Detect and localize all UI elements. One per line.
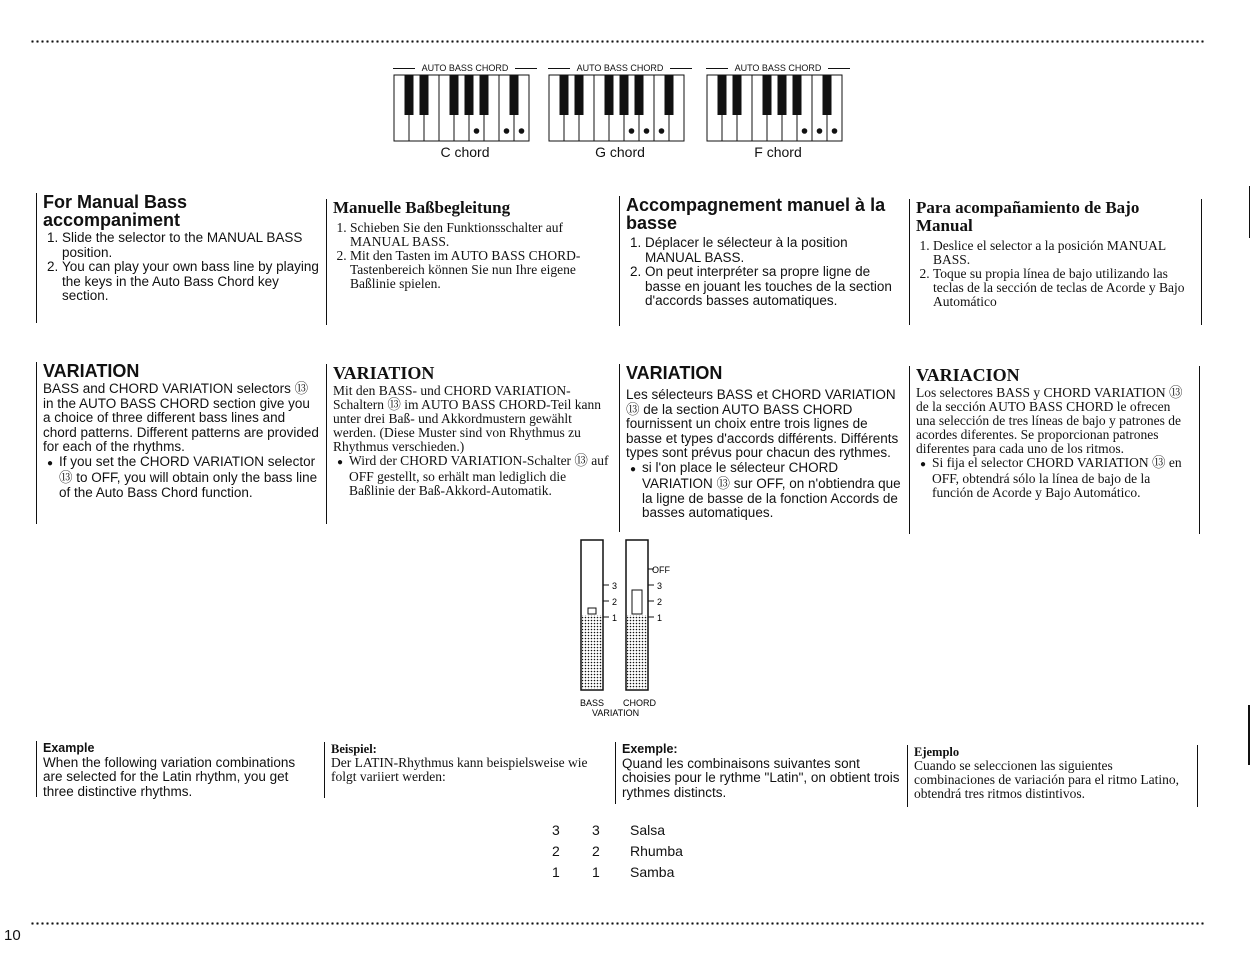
black-key: [420, 75, 429, 115]
variation-selector-switches: [578, 538, 678, 723]
steps-list: [43, 231, 320, 304]
black-key: [480, 75, 489, 115]
chord-off-label: OFF: [652, 565, 670, 575]
variation-label: VARIATION: [592, 708, 640, 718]
example-title: Example: [43, 741, 95, 755]
keyboard-chord-name: F chord: [754, 144, 802, 160]
variation-note: ● Si fija el selector CHORD VARIATION ⑬ en OFF, obtendrá sólo la línea de bajo de la función de Acorde y Bajo Automático.: [916, 456, 1193, 500]
chord-note-dot: [659, 128, 665, 134]
keyboard-top-label: AUTO BASS CHORD: [393, 62, 537, 74]
step-item: 2. Toque su propia línea de bajo utilizando las teclas de la sección de teclas de Acorde y Bajo Automático: [933, 267, 1195, 309]
bass-position-1-label: 1: [612, 613, 618, 623]
combo-chord-value: 3: [592, 822, 600, 838]
keyboard-keys: [393, 74, 537, 142]
variation-title: VARIATION: [333, 363, 435, 383]
black-key: [620, 75, 629, 115]
bass-label: BASS: [580, 698, 605, 708]
example-body: Quand les combinaisons suivantes sont choisies pour le rythme "Latin", on obtient trois rythmes distincts.: [622, 755, 900, 800]
black-key: [635, 75, 644, 115]
margin-bracket-bottom: [1244, 705, 1250, 765]
variation-title: VARIATION: [626, 363, 723, 383]
black-key: [405, 75, 414, 115]
keyboard-keys: [706, 74, 850, 142]
variation-body: Les sélecteurs BASS et CHORD VARIATION ⑬ de la section AUTO BASS CHORD fournissent un choix entre trois lignes de basse et types d'accords différents. Différents types sont prévus pour chacun des rythmes.: [626, 387, 899, 460]
french-variation-section: [619, 364, 907, 532]
keyboard-diagram-c: [393, 62, 537, 160]
step-item: 1. Schieben Sie den Funktionsschalter auf MANUAL BASS.: [350, 221, 612, 249]
combo-rhythm-name: Salsa: [630, 822, 666, 838]
combo-row: [552, 822, 666, 838]
top-dotted-rule: [30, 40, 1205, 43]
variation-note: ● si l'on place le sélecteur CHORD VARIATION ⑬ sur OFF, on n'obtiendra que la ligne de basse de la fonction Accords de basses automatiques.: [626, 461, 907, 521]
english-manual-bass-section: [36, 193, 320, 323]
example-body: When the following variation combinations are selected for the Latin rhythm, you get three distinctive rhythms.: [43, 754, 296, 799]
keyboard-chord-name: G chord: [595, 144, 645, 160]
example-body: Cuando se seleccionen las siguientes combinaciones de variación para el ritmo Latino, obtendrá tres ritmos distintivos.: [914, 758, 1180, 801]
german-example-section: [324, 742, 594, 798]
english-variation-section: [36, 362, 320, 524]
section-title: Para acompañamiento de Bajo Manual: [916, 198, 1140, 235]
black-key: [793, 75, 802, 115]
section-title: Accompagnement manuel à la basse: [626, 195, 886, 233]
bottom-dotted-rule: [30, 922, 1205, 925]
step-item: 1. Déplacer le sélecteur à la position MANUAL BASS.: [645, 236, 903, 265]
chord-position-1-label: 1: [657, 613, 663, 623]
bass-position-2-label: 2: [612, 597, 618, 607]
spanish-variation-section: [909, 366, 1200, 534]
bass-variation-switch: [581, 540, 617, 690]
chord-note-dot: [817, 128, 823, 134]
step-item: 2. You can play your own bass line by playing the keys in the Auto Bass Chord key section.: [62, 260, 320, 304]
combo-rhythm-name: Samba: [630, 864, 675, 880]
example-title: Exemple:: [622, 742, 678, 756]
combo-rhythm-name: Rhumba: [630, 843, 683, 859]
example-title: Ejemplo: [914, 745, 960, 759]
french-example-section: [615, 742, 901, 804]
keyboard-top-label: AUTO BASS CHORD: [706, 62, 850, 74]
black-key: [575, 75, 584, 115]
section-title: For Manual Bass accompaniment: [43, 192, 188, 230]
french-manual-bass-section: [619, 196, 903, 326]
step-item: 2. Mit den Tasten im AUTO BASS CHORD-Tastenbereich können Sie nun Ihre eigene Baßlinie spielen.: [350, 249, 612, 291]
variation-selector-diagram: [578, 538, 678, 723]
keyboard-keys: [548, 74, 692, 142]
steps-list: [626, 236, 903, 309]
chord-note-dot: [504, 128, 510, 134]
variation-body: BASS and CHORD VARIATION selectors ⑬ in the AUTO BASS CHORD section give you a choice of three different bass lines and chord patterns. Different patterns are provided for each of the rhythms.: [43, 381, 319, 454]
combo-bass-value: 3: [552, 822, 560, 838]
step-item: 1. Deslice el selector a la posición MANUAL BASS.: [933, 239, 1195, 267]
black-key: [763, 75, 772, 115]
combo-bass-value: 2: [552, 843, 560, 859]
combo-row: [552, 864, 675, 880]
margin-bracket-top: [1245, 186, 1250, 238]
chord-variation-switch: [626, 540, 670, 690]
chord-note-dot: [474, 128, 480, 134]
step-item: 2. On peut interpréter sa propre ligne de basse en jouant les touches de la section d'accords basses automatiques.: [645, 265, 903, 309]
combo-chord-value: 2: [592, 843, 600, 859]
keyboard-chord-name: C chord: [440, 144, 490, 160]
english-example-section: [36, 741, 306, 797]
chord-position-3-label: 3: [657, 581, 663, 591]
variation-note: ● Wird der CHORD VARIATION-Schalter ⑬ auf OFF gestellt, so erhält man lediglich die Baßlinie der Baß-Akkord-Automatik.: [333, 454, 610, 498]
chord-label: CHORD: [623, 698, 656, 708]
black-key: [510, 75, 519, 115]
keyboard-diagram-f: [706, 62, 850, 160]
example-body: Der LATIN-Rhythmus kann beispielsweise wie folgt variiert werden:: [331, 755, 588, 784]
chord-note-dot: [644, 128, 650, 134]
steps-list: [333, 221, 612, 291]
black-key: [605, 75, 614, 115]
chord-position-2-label: 2: [657, 597, 663, 607]
steps-list: [916, 239, 1195, 309]
chord-note-dot: [519, 128, 525, 134]
black-key: [718, 75, 727, 115]
chord-note-dot: [832, 128, 838, 134]
spanish-manual-bass-section: [909, 199, 1202, 325]
black-key: [560, 75, 569, 115]
black-key: [665, 75, 674, 115]
step-item: 1. Slide the selector to the MANUAL BASS position.: [62, 231, 320, 260]
black-key: [778, 75, 787, 115]
combo-row: [552, 843, 683, 859]
spanish-example-section: [907, 745, 1198, 807]
example-title: Beispiel:: [331, 742, 377, 756]
german-manual-bass-section: [326, 199, 612, 325]
chord-note-dot: [629, 128, 635, 134]
page-number: 10: [4, 927, 21, 944]
black-key: [465, 75, 474, 115]
keyboard-top-label: AUTO BASS CHORD: [548, 62, 692, 74]
chord-note-dot: [802, 128, 808, 134]
bass-position-3-label: 3: [612, 581, 618, 591]
german-variation-section: [326, 364, 610, 524]
black-key: [733, 75, 742, 115]
variation-note: ● If you set the CHORD VARIATION selector ⑬ to OFF, you will obtain only the bass line of the Auto Bass Chord function.: [43, 455, 320, 501]
black-key: [823, 75, 832, 115]
variation-body: Los selectores BASS y CHORD VARIATION ⑬ de la sección AUTO BASS CHORD le ofrecen una selección de tres líneas de bajo y patrones de acordes diferentes. Se proporcionan patrones diferentes para cada uno de los ritmos.: [916, 385, 1183, 456]
variation-body: Mit den BASS- und CHORD VARIATION-Schaltern ⑬ im AUTO BASS CHORD-Teil kann unter drei Baß- und Akkordmustern gewählt werden. (Diese Muster sind von Rhythmus zu Rhythmus verschieden.): [333, 383, 602, 454]
keyboard-diagram-g: [548, 62, 692, 160]
variation-title: VARIACION: [916, 365, 1020, 385]
section-title: Manuelle Baßbegleitung: [333, 198, 511, 217]
combo-bass-value: 1: [552, 864, 560, 880]
variation-title: VARIATION: [43, 361, 140, 381]
black-key: [450, 75, 459, 115]
combo-chord-value: 1: [592, 864, 600, 880]
